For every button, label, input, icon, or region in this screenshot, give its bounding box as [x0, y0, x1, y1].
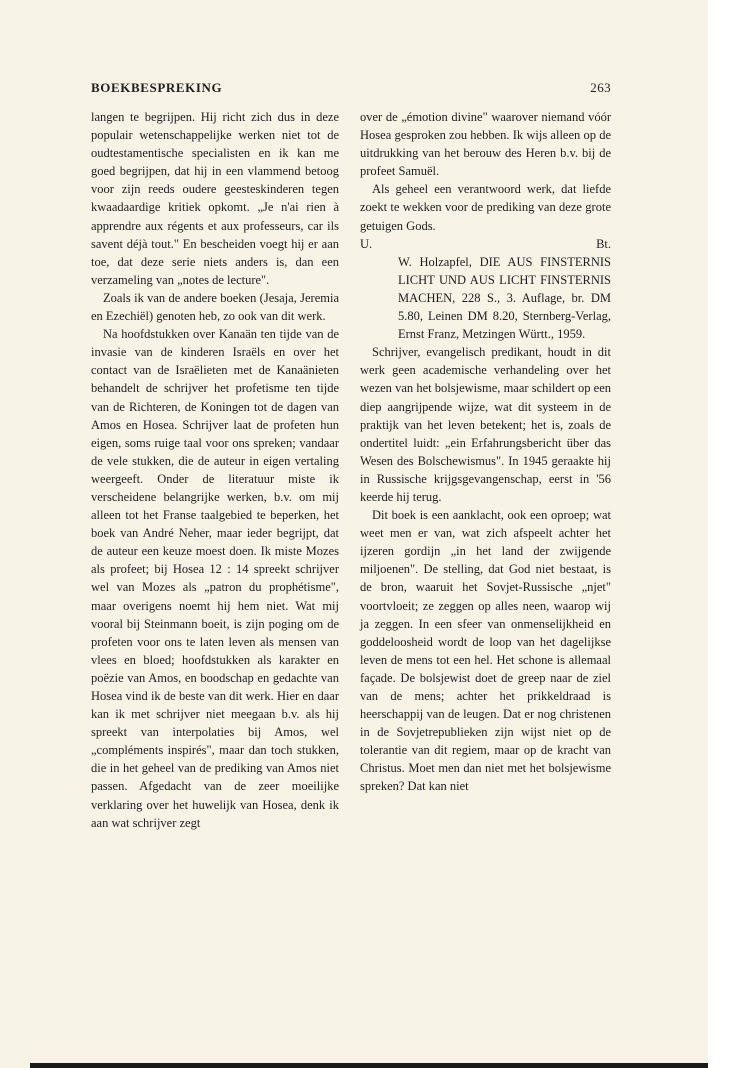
review-heading: W. Holzapfel, DIE AUS FINSTERNIS LICHT UND AUS LICHT FINSTERNIS MACHEN, 228 S., 3. Auflage, br. DM 5.80, Leinen DM 8.20, Sternberg-Verlag, Ernst Franz, Metzingen Württ., 1959.: [398, 254, 611, 342]
paragraph: langen te begrijpen. Hij richt zich dus in deze populair wetenschappelijke werken niet tot de oudtestamentische specialisten en ik kan me goed begrijpen, dat hij in een vlammend betoog voor zijn reeds oudere geesteskinderen tegen kwaadaardige kritiek opkomt. „Je n'ai rien à apprendre aux régents et aux professeurs, car ils savent déjà tout." En bescheiden voegt hij er aan toe, dat deze serie niets anders is, dan een verzameling van „notes de lecture".: [91, 110, 339, 287]
scan-margin: [708, 0, 738, 1068]
left-column: [91, 108, 339, 832]
paragraph: Dit boek is een aanklacht, ook een oproep; wat weet men er van, wat zich afspeelt achter het ijzeren gordijn „in het land der zwijgende miljoenen". De stelling, dat God niet bestaat, is de bron, waaruit het Sovjet-Russische „njet" voortvloeit; ze zeggen op alles neen, waarop wij ja zeggen. In een sfeer van onmenselijkheid en goddeloosheid wordt de loop van het dagelijkse leven de mens tot een hel. Het schone is allemaal façade. De bolsjewist doet de greep naar de ziel van de mens; achter het prikkeldraad is heerschappij van de leugen. Dat er nog christenen in de Sovjetrepublieken zijn wijst niet op de tolerantie van dit regiem, maar op de kracht van Christus. Moet men dan niet met het bolsjewisme spreken? Dat kan niet: [360, 508, 611, 794]
page-number: 263: [590, 80, 611, 95]
paragraph: over de „émotion divine" waarover niemand vóór Hosea gesproken zou hebben. Ik wijs alleen op de uitdrukking van het berouw des Heren b.v. bij de profeet Samuël.: [360, 110, 611, 179]
signature-initial-left: U.: [360, 236, 373, 251]
reviewer-signature: [360, 235, 611, 253]
scan-bottom-edge: [30, 1063, 708, 1068]
paragraph: Zoals ik van de andere boeken (Jesaja, Jeremia en Ezechiël) genoten heb, zo ook van dit werk.: [91, 290, 339, 324]
page-header: [91, 80, 611, 100]
review-body: [360, 343, 611, 795]
paragraph: Als geheel een verantwoord werk, dat liefde zoekt te wekken voor de prediking van deze grote getuigen Gods.: [360, 182, 611, 233]
paragraph: Schrijver, evangelisch predikant, houdt in dit werk geen academische verhandeling over het wezen van het bolsjewisme, maar schildert op een diep aangrijpende wijze, wat dit systeem in de praktijk van het leven betekent; het is, zoals de ondertitel luidt: „ein Erfahrungsbericht über das Wesen des Bolschewismus". In 1945 geraakte hij in Russische krijgsgevangenschap, eerst in '56 keerde hij terug.: [360, 345, 611, 504]
signature-initial-right: Bt.: [596, 236, 611, 251]
paragraph: Na hoofdstukken over Kanaän ten tijde van de invasie van de kinderen Israëls en over het contact van de Israëlieten met de Kanaänieten behandelt de schrijver het profetisme ten tijde van de Richteren, de Koningen tot de dagen van Amos en Hosea. Schrijver laat de profeten hun eigen, soms ruige taal voor ons spreken; vandaar de vele stukken, die de auteur in eigen vertaling weergeeft. Onder de literatuur miste ik verscheidene belangrijke werken, b.v. om mij alleen tot het Franse taalgebied te beperken, het boek van André Neher, maar ieder begrijpt, dat de auteur een keuze moest doen. Ik miste Mozes als profeet; bij Hosea 12 : 14 spreekt schrijver wel van Mozes als „patron du prophétisme", maar overigens noemt hij hem niet. Wat mij vooral bij Steinmann boeit, is zijn poging om de profeten voor ons te laten leven als mensen van vlees en bloed; hoofdstukken als karakter en poëzie van Amos, en boodschap en gedachte van Hosea vind ik de beste van dit werk. Hier en daar kan ik met schrijver niet meegaan b.v. als hij spreekt van interpolaties bij Amos, wel „compléments inspirés", maar dan toch stukken, die in het geheel van de prediking van Amos niet passen. Afgedacht van de zeer moeilijke verklaring over het huwelijk van Hosea, denk ik aan wat schrijver zegt: [91, 327, 339, 830]
right-column: [360, 108, 611, 796]
running-title: BOEKBESPREKING: [91, 80, 223, 95]
